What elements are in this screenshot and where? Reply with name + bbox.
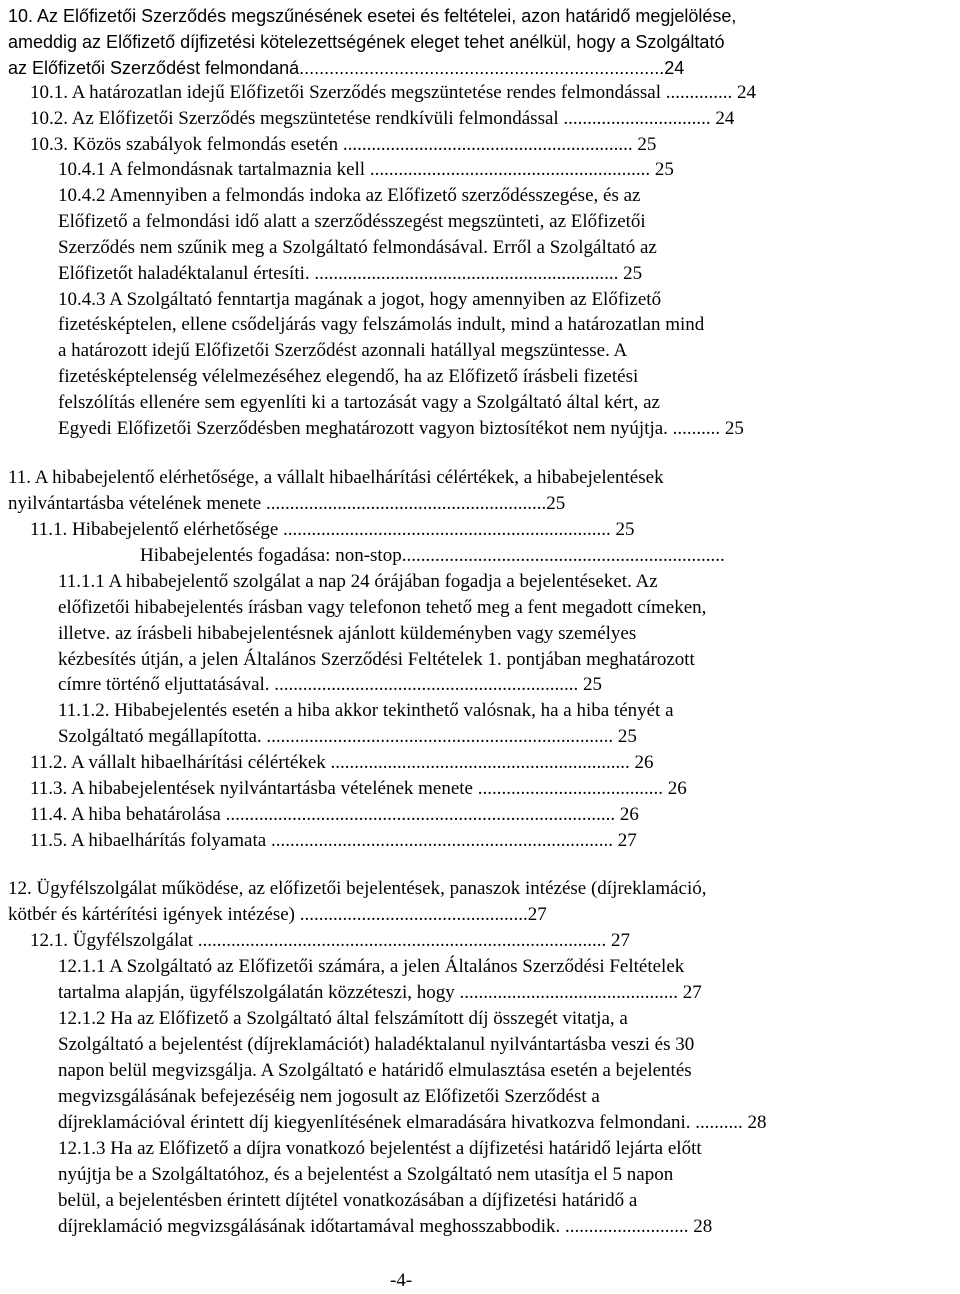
toc-entry-10-4-2-line-1: 10.4.2 Amennyiben a felmondás indoka az Előfizető szerződésszegése, és az	[58, 185, 641, 206]
toc-entry-12-1-1-line-2: tartalma alapján, ügyfélszolgálatán közzéteszi, hogy .............................................. 27	[58, 982, 702, 1003]
toc-entry-11-1-1-line-1: 11.1.1 A hibabejelentő szolgálat a nap 24 órájában fogadja a bejelentéseket. Az	[58, 571, 658, 592]
toc-section-11-heading-line-1: 11. A hibabejelentő elérhetősége, a vállalt hibaelhárítási célértékek, a hibabejelentések	[8, 467, 664, 488]
toc-entry-10-4-3-line-6: Egyedi Előfizetői Szerződésben meghatározott vagyon biztosítékot nem nyújtja. .......... 25	[58, 418, 744, 439]
toc-entry-10-4-1: 10.4.1 A felmondásnak tartalmaznia kell ........................................................... 25	[58, 159, 674, 180]
toc-entry-10-2: 10.2. Az Előfizetői Szerződés megszüntetése rendkívüli felmondással ............................... 24	[30, 108, 735, 129]
toc-entry-10-4-2-line-4: Előfizetőt haladéktalanul értesíti. ................................................................ 25	[58, 263, 643, 284]
toc-entry-11-1-1-line-4: kézbesítés útján, a jelen Általános Szerződési Feltételek 1. pontjában meghatározott	[58, 649, 695, 670]
toc-entry-11-1-2-line-1: 11.1.2. Hibabejelentés esetén a hiba akkor tekinthető valósnak, ha a hiba tényét a	[58, 700, 674, 721]
toc-entry-11-1: 11.1. Hibabejelentő elérhetősége ..................................................................... 25	[30, 519, 635, 540]
toc-entry-10-4-3-line-3: a határozott idejű Előfizetői Szerződést azonnali hatállyal megszüntesse. A	[58, 340, 628, 361]
toc-section-10-heading-line-2: ameddig az Előfizető díjfizetési kötelezettségének eleget tehet anélkül, hogy a Szolgáltató	[8, 32, 725, 52]
toc-entry-12-1-2-line-1: 12.1.2 Ha az Előfizető a Szolgáltató által felszámított díj összegét vitatja, a	[58, 1008, 628, 1029]
toc-entry-11-1-1-line-2: előfizetői hibabejelentés írásban vagy telefonon tehető meg a fent megadott címeken,	[58, 597, 707, 618]
toc-entry-11-1-1-line-3: illetve. az írásbeli hibabejelentésnek ajánlott küldeményben vagy személyes	[58, 623, 637, 644]
toc-entry-10-4-3-line-2: fizetésképtelen, ellene csődeljárás vagy felszámolás indult, mind a határozatlan mind	[58, 314, 705, 335]
toc-entry-10-1: 10.1. A határozatlan idejű Előfizetői Szerződés megszüntetése rendes felmondással .............. 24	[30, 82, 757, 103]
toc-entry-10-4-2-line-2: Előfizető a felmondási idő alatt a szerződésszegést megszünteti, az Előfizetői	[58, 211, 646, 232]
toc-entry-10-4-3-line-1: 10.4.3 A Szolgáltató fenntartja magának a jogot, hogy amennyiben az Előfizető	[58, 289, 662, 310]
toc-section-12-heading-line-2: kötbér és kártérítési igények intézése) ................................................27	[8, 904, 547, 925]
toc-entry-11-1-subtitle: Hibabejelentés fogadása: non-stop....................................................................	[140, 545, 725, 566]
toc-entry-10-4-3-line-4: fizetésképtelenség vélelmezéséhez elegendő, ha az Előfizető írásbeli fizetési	[58, 366, 639, 387]
toc-entry-10-3: 10.3. Közös szabályok felmondás esetén ............................................................. 25	[30, 134, 657, 155]
toc-entry-12-1-3-line-1: 12.1.3 Ha az Előfizető a díjra vonatkozó bejelentést a díjfizetési határidő lejárta előtt	[58, 1138, 702, 1159]
toc-entry-11-1-2-line-2: Szolgáltató megállapította. ......................................................................... 25	[58, 726, 637, 747]
toc-entry-11-3: 11.3. A hibabejelentések nyilvántartásba vételének menete ....................................... 26	[30, 778, 687, 799]
toc-entry-12-1-3-line-4: díjreklamáció megvizsgálásának időtartamával meghosszabbodik. .......................... 28	[58, 1216, 713, 1237]
toc-entry-12-1-3-line-3: belül, a bejelentésben érintett díjtétel vonatkozásában a díjfizetési határidő a	[58, 1190, 638, 1211]
toc-entry-11-4: 11.4. A hiba behatárolása .................................................................................. 26	[30, 804, 639, 825]
toc-entry-11-2: 11.2. A vállalt hibaelhárítási célértékek ............................................................... 26	[30, 752, 654, 773]
toc-entry-10-4-3-line-5: felszólítás ellenére sem egyenlíti ki a tartozását vagy a Szolgáltató által kért, az	[58, 392, 660, 413]
toc-section-11-heading-line-2: nyilvántartásba vételének menete ...........................................................25	[8, 493, 566, 514]
toc-entry-12-1-2-line-5: díjreklamációval érintett díj kiegyenlítésének elmaradására hivatkozva felmondani. .......... 28	[58, 1112, 767, 1133]
toc-entry-10-4-2-line-3: Szerződés nem szűnik meg a Szolgáltató felmondásával. Erről a Szolgáltató az	[58, 237, 657, 258]
toc-section-10-heading-line-3: az Előfizetői Szerződést felmondaná.........................................................................24	[8, 58, 685, 78]
toc-entry-12-1-2-line-4: megvizsgálásának befejezéséig nem jogosult az Előfizetői Szerződést a	[58, 1086, 600, 1107]
toc-section-10-heading-line-1: 10. Az Előfizetői Szerződés megszűnésének esetei és feltételei, azon határidő megjelölése,	[8, 6, 737, 26]
toc-entry-11-1-1-line-5: címre történő eljuttatásával. ................................................................ 25	[58, 674, 603, 695]
toc-entry-12-1-1-line-1: 12.1.1 A Szolgáltató az Előfizetői számára, a jelen Általános Szerződési Feltételek	[58, 956, 685, 977]
toc-entry-11-5: 11.5. A hibaelhárítás folyamata ........................................................................ 27	[30, 830, 637, 851]
toc-entry-12-1-2-line-3: napon belül megvizsgálja. A Szolgáltató e határidő elmulasztása esetén a bejelentés	[58, 1060, 692, 1081]
toc-section-12-heading-line-1: 12. Ügyfélszolgálat működése, az előfizetői bejelentések, panaszok intézése (díjreklamáció,	[8, 878, 707, 899]
toc-entry-12-1-3-line-2: nyújtja be a Szolgáltatóhoz, és a bejelentést a Szolgáltató nem utasítja el 5 napon	[58, 1164, 674, 1185]
toc-entry-12-1-2-line-2: Szolgáltató a bejelentést (díjreklamációt) haladéktalanul nyilvántartásba veszi és 30	[58, 1034, 695, 1055]
page-number: -4-	[390, 1270, 413, 1291]
toc-entry-12-1: 12.1. Ügyfélszolgálat ...................................................................................... 27	[30, 930, 631, 951]
